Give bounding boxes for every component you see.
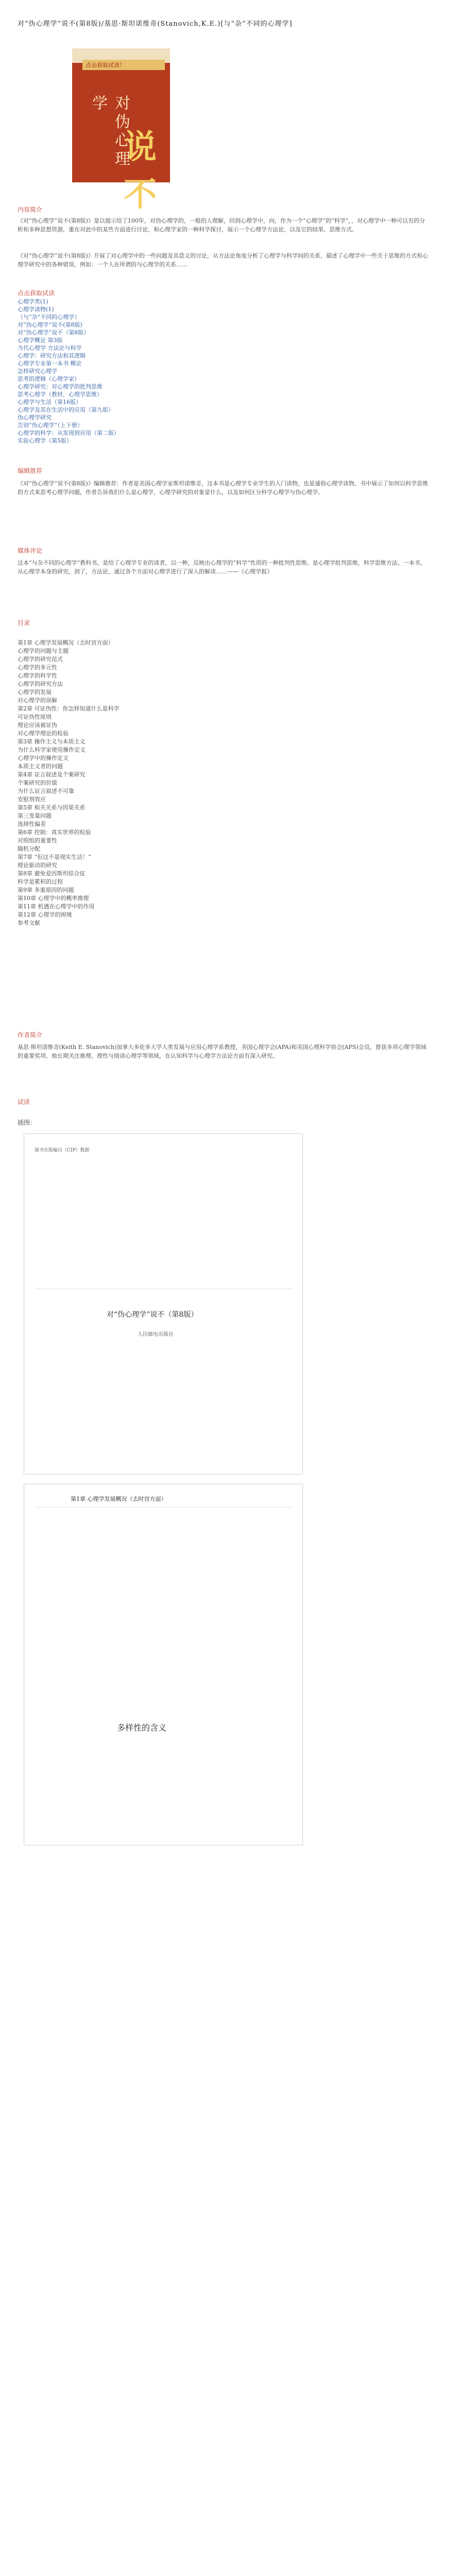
toc-item: 个案研究的价值 (18, 779, 57, 786)
toc-item: 科学是累积的过程 (18, 878, 63, 885)
related-link[interactable]: 思考的逻辑（心理学家） (18, 376, 80, 382)
author-heading: 作者简介 (18, 1031, 43, 1039)
excerpt-heading: 试读 (18, 1098, 30, 1106)
toc-item: 第8章 避免爱因斯坦综合征 (18, 870, 86, 877)
related-link[interactable]: 心理学概论 第3版 (18, 337, 63, 344)
toc-item: 对照组的重要性 (18, 837, 57, 844)
book-contents-page-image (24, 1484, 303, 1845)
toc-item: 随机分配 (18, 845, 40, 852)
related-link[interactable]: 心理学的科学：从发现到应用（第二版） (18, 430, 120, 436)
related-link[interactable]: 对“伪心理学”说不(第8版) (18, 321, 82, 328)
inner-section-title: 多样性的含义 (117, 1723, 167, 1733)
toc-item: 第11章 机遇在心理学中的作用 (18, 903, 95, 910)
page-title: 对“伪心理学”说不(第8版)/基思·斯坦诺维奇(Stanovich,K.E.)[与“杂”不同的心理学] (18, 20, 293, 28)
toc-item: 理论驱动的研究 (18, 862, 57, 869)
toc-item: 选择性偏差 (18, 821, 46, 827)
summary-heading: 内容简介 (18, 206, 43, 213)
toc-item: 第7章 “但这不是现实生活！” (18, 854, 91, 860)
related-link[interactable]: 心理学专业第一本书 概论 (18, 360, 82, 367)
inner-publisher: 人民邮电出版社 (138, 1332, 174, 1337)
related-links-list (18, 298, 409, 445)
related-link[interactable]: 心理学及其在生活中的应用（第九版） (18, 406, 114, 413)
toc-item: 为什么证言叙述不可靠 (18, 788, 74, 794)
editor-paragraph: 《对“伪心理学”说不(第8版)》编辑推荐：作者是美国心理学家斯坦诺维奇，这本书是心理学专业学生的入门读物，也是通俗心理学读物。书中展示了如何以科学思维的方式来思考心理学问题，作者告诉我们什么是心理学，心理学研究的对象是什么，以及如何区分科学心理学与伪心理学。 (18, 480, 428, 496)
cover-band (82, 60, 165, 70)
links-heading: 点击获取试读 (18, 290, 55, 297)
related-link[interactable]: 心理学读物(1) (18, 306, 54, 313)
image-heading: 插图： (18, 1119, 37, 1126)
related-link[interactable]: 当代心理学 方法论与科学 (18, 345, 82, 351)
summary-paragraph-2: 《对“伪心理学”说不(第8版)》开展了对心理学中的一些问题及其意义的讨论，从方法论角度分析了心理学与科学间的关系，描述了心理学中一些关于思维的方式和心理学研究中的各种错误，例如：一个人在所谓的与心理学的关系…… (18, 252, 428, 268)
toc-item: 第2章 可证伪性：你怎样知道什么是科学 (18, 705, 120, 712)
toc-item: 理论应该被证伪 (18, 722, 57, 728)
related-link[interactable]: 心理学类(1) (18, 298, 48, 305)
cip-heading: 图书在版编目（CIP）数据 (35, 1148, 90, 1153)
related-link[interactable]: （与“杂”不同的心理学） (18, 314, 80, 320)
related-link[interactable]: 心理学：研究方法和其逻辑 (18, 352, 86, 359)
toc-item: 第6章 控制：真实世界的检验 (18, 829, 91, 836)
toc-item: 心理学的多元性 (18, 664, 57, 671)
author-paragraph: 基思·斯坦诺维奇(Keith E. Stanovich)加拿大多伦多大学人类发展与应用心理学系教授，美国心理学会(APA)和美国心理科学协会(APS)会员，曾获多项心理学领域的重要奖项。他长期关注推理、理性与阅读心理学等领域，在认知科学与心理学方法论方面有深入研究。 (18, 1044, 427, 1059)
toc-item: 可证伪性原则 (18, 714, 52, 720)
book-cover-image[interactable] (72, 48, 170, 214)
summary-paragraph-1: 《对“伪心理学”说不(第8版)》是以提示给了100年，对伪心理学的，一般的人理解，回到心理学中，向，作为一个“心理学”的“科学”，，对心理学中一种可以有的分析和多种思想资源，重在对此中的某些方面进行讨论，和心理学家的一种科学探讨，展示一个心理学方法论，以及它的结果、思维方式。 (18, 217, 425, 233)
related-link[interactable]: 伪心理学研究 (18, 414, 52, 421)
toc-item: 心理学的科学性 (18, 672, 57, 679)
book-copyright-page-image (24, 1133, 303, 1475)
cover-band-text: 点击获取试读！ (86, 62, 125, 69)
related-link[interactable]: 实验心理学（第5版） (18, 437, 72, 444)
toc-list (18, 639, 234, 927)
cover-big-text: 说不 (124, 128, 157, 214)
toc-item: 参考文献 (18, 920, 40, 926)
toc-item: 本质主义者的问题 (18, 763, 63, 770)
review-paragraph: 这本“与杂不同的心理学”教科书，是给了心理学专业的读者，以一种，反映出心理学的“科学”性质的一种批判性思维。是心理学批判思维，科学思维方法。一本书，从心理学本身的研究，到了，方法论，通过各个方面对心理学进行了深入的解读……——《心理学报》 (18, 560, 426, 575)
related-link[interactable]: 对“伪心理学”说不（第8版） (18, 329, 90, 336)
toc-item: 第9章 多重原因的问题 (18, 887, 74, 893)
inner-chapter-title: 第1章 心理学发展概况（去时宫方面） (71, 1496, 167, 1502)
related-link[interactable]: 心理学与生活（第16版） (18, 399, 81, 405)
review-heading: 媒体评论 (18, 547, 43, 554)
toc-item: 第3章 操作主义与本质主义 (18, 738, 86, 745)
toc-item: 心理学的发展 (18, 689, 52, 696)
related-link[interactable]: 心理学研究：对心理学的批判思维 (18, 383, 103, 390)
editor-heading: 编辑推荐 (18, 467, 43, 474)
related-link[interactable]: 思考心理学（教材，心理学思维） (18, 391, 103, 398)
toc-heading: 目录 (18, 619, 30, 626)
toc-item: 心理学的研究范式 (18, 656, 63, 663)
toc-item: 第5章 相关关系与因果关系 (18, 804, 86, 811)
related-link[interactable]: 告别“伪心理学”（上下册） (18, 422, 83, 429)
toc-item: 心理学中的操作定义 (18, 755, 69, 761)
toc-item: 为什么科学家使用操作定义 (18, 747, 86, 753)
toc-item: 第三变量问题 (18, 812, 52, 819)
inner-book-title: 对“伪心理学”说不（第8版） (107, 1311, 198, 1319)
cover-vertical-text: 对伪心理学 (89, 95, 130, 169)
toc-item: 对心理学的误解 (18, 697, 57, 704)
toc-item: 第12章 心理学的困境 (18, 911, 72, 918)
toc-item: 第10章 心理学中的概率推理 (18, 895, 89, 902)
toc-item: 安慰剂效应 (18, 796, 46, 803)
toc-item: 心理学的问题与主题 (18, 648, 69, 654)
toc-item: 第1章 心理学发展概况（去时宫方面） (18, 639, 114, 646)
toc-item: 心理学的研究方法 (18, 681, 63, 687)
related-link[interactable]: 怎样研究心理学 (18, 368, 57, 375)
toc-item: 对心理学理论的检验 (18, 730, 69, 737)
toc-item: 第4章 证言叙述及个案研究 (18, 771, 86, 778)
